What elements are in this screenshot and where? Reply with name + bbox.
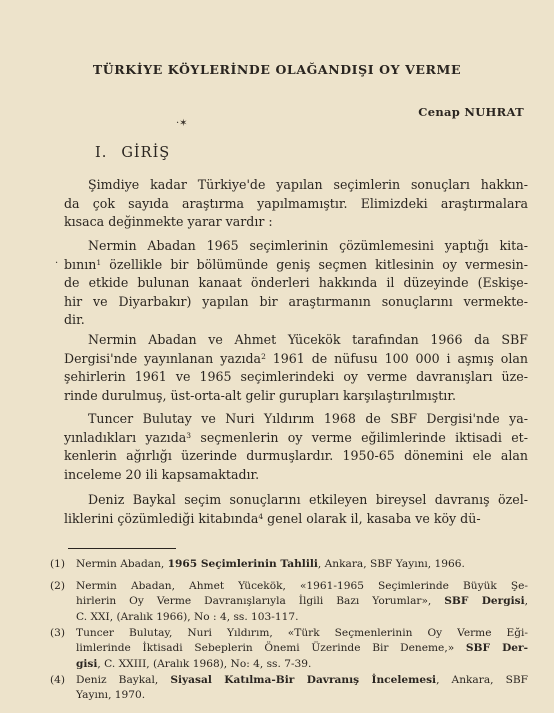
footnote-ref: 4 — [258, 511, 264, 521]
stray-ink-mark: ·✶ — [176, 118, 188, 129]
text-line: Tuncer Bulutay ve Nuri Yıldırım 1968 de SBF Dergisi'nde ya- — [88, 411, 528, 426]
bold-title: SBF Dergisi — [444, 595, 525, 608]
footnote-ref: 1 — [96, 257, 102, 267]
text-line: Nermin Abadan 1965 seçimlerinin çözümlemesini yaptığı kita- — [88, 238, 528, 253]
footnote — [50, 579, 528, 625]
paragraph — [64, 410, 528, 484]
author-name: Cenap NUHRAT — [418, 105, 524, 119]
section-title: GİRİŞ — [121, 145, 171, 161]
bold-title: 1965 Seçimlerinin Tahlili — [167, 558, 318, 570]
article-title: TÜRKİYE KÖYLERİNDE OLAĞANDIŞI OY VERME — [92, 62, 462, 77]
footnote-number: (4) — [50, 674, 66, 686]
text-line: kısaca değinmekte yarar vardır : — [64, 214, 273, 230]
paragraph — [64, 237, 528, 330]
bold-title: Siyasal Katılma-Bir Davranış İncelemesi — [170, 674, 437, 686]
text-line: dir. — [64, 312, 85, 328]
footnote-line: hirlerin Oy Verme Davranışlarıyla İlgili Bazı Yorumlar», SBF Dergisi, — [76, 595, 529, 608]
footnote-ref: 2 — [261, 351, 266, 361]
footnote-line: Yayını, 1970. — [76, 689, 146, 702]
text-line: inceleme 20 ili kapsamaktadır. — [64, 466, 260, 482]
paragraph — [64, 491, 528, 528]
footnote-divider — [68, 548, 176, 549]
text-line: Deniz Baykal seçim sonuçlarını etkileyen bireysel davranış özel- — [88, 492, 528, 507]
bold-title: SBF Der- — [465, 642, 528, 655]
footnote — [50, 626, 528, 672]
text-line: şehirlerin 1961 ve 1965 seçimlerindeki oy verme davranışları üze- — [64, 369, 528, 385]
footnote-line: Tuncer Bulutay, Nuri Yıldırım, «Türk Seçmenlerinin Oy Verme Eği- — [76, 627, 528, 639]
margin-mark: · — [55, 258, 59, 269]
footnote — [50, 673, 528, 704]
footnote-number: (2) — [50, 580, 66, 592]
footnote-number: (1) — [50, 558, 66, 570]
footnote-number: (3) — [50, 627, 66, 639]
footnote-ref: 3 — [186, 430, 192, 440]
text-line: bının$^1$ özellikle bir bölümünde geniş seçmen kitlesinin oy vermesin- — [64, 256, 528, 272]
section-number: I. — [95, 145, 108, 161]
text-line: Nermin Abadan ve Ahmet Yücekök tarafından 1966 da SBF — [88, 332, 528, 347]
text-line: Dergisi'nde yayınlanan yazıda$^2$ 1961 de nüfusu 100 000 i aşmış olan — [64, 350, 528, 366]
text-line: Şimdiye kadar Türkiye'de yapılan seçimlerin sonuçları hakkın- — [88, 177, 528, 192]
text-line: de etkide bulunan kanaat önderleri hakkında il düzeyinde (Eskişe- — [64, 275, 528, 291]
footnote-line: C. XXI, (Aralık 1966), No : 4, ss. 103-117. — [76, 610, 299, 623]
text-line: da çok sayıda araştırma yapılmamıştır. Elimizdeki araştırmalara — [64, 195, 528, 211]
footnote-line: Deniz Baykal, Siyasal Katılma-Bir Davranış İncelemesi, Ankara, SBF — [76, 674, 528, 686]
footnote-line: Nermin Abadan, 1965 Seçimlerinin Tahlili, Ankara, SBF Yayını, 1966. — [76, 558, 465, 570]
text-line: kenlerin ağırlığı üzerinde durmuşlardır. 1950-65 dönemini ele alan — [64, 448, 528, 464]
paragraph — [64, 331, 528, 405]
paragraph — [64, 176, 528, 232]
section-heading — [95, 145, 170, 161]
footnote-line: limlerinde İktisadi Sebeplerin Önemi Üzerinde Bir Deneme,» SBF Der- — [76, 642, 528, 655]
footnote-line: Nermin Abadan, Ahmet Yücekök, «1961-1965 Seçimlerinde Büyük Şe- — [76, 580, 528, 592]
footnote — [50, 557, 528, 572]
bold-title: gisi — [76, 657, 98, 670]
text-line: liklerini çözümlediği kitabında$^4$ genel olarak il, kasaba ve köy dü- — [64, 510, 481, 526]
text-line: yınladıkları yazıda$^3$ seçmenlerin oy verme eğilimlerinde iktisadi et- — [64, 429, 528, 445]
text-line: rinde durulmuş, üst-orta-alt gelir gurupları karşılaştırılmıştır. — [64, 387, 456, 403]
text-line: hir ve Diyarbakır) yapılan bir araştırmanın sonuçlarını vermekte- — [64, 293, 528, 309]
footnote-line: gisi, C. XXIII, (Aralık 1968), No: 4, ss. 7-39. — [76, 657, 312, 670]
